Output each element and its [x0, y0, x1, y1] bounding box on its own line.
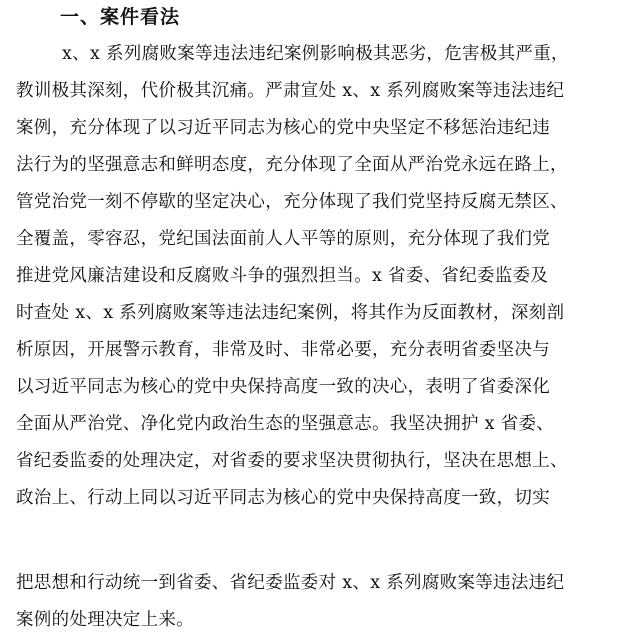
text-line: x、x 系列腐败案等违法违纪案例影响极其恶劣，危害极其严重， [62, 44, 569, 64]
text-line: 析原因，开展警示教育，非常及时、非常必要，充分表明省委坚决与 [16, 340, 550, 360]
text-line: 管党治党一刻不停歇的坚定决心，充分体现了我们党坚持反腐无禁区、 [16, 192, 568, 212]
text-line: 法行为的坚强意志和鲜明态度，充分体现了全面从严治党永远在路上， [16, 155, 568, 175]
text-line: 推进党风廉洁建设和反腐败斗争的强烈担当。x 省委、省纪委监委及 [16, 266, 549, 286]
text-line: 把思想和行动统一到省委、省纪委监委对 x、x 系列腐败案等违法违纪 [16, 573, 565, 593]
text-line: 全面从严治党、净化党内政治生态的坚强意志。我坚决拥护 x 省委、 [16, 414, 555, 434]
text-line: 教训极其深刻，代价极其沉痛。严肃宣处 x、x 系列腐败案等违法违纪 [16, 81, 565, 101]
section-heading: 一、案件看法 [60, 6, 181, 28]
text-line: 案例的处理决定上来。 [16, 610, 194, 630]
text-line: 全覆盖，零容忍，党纪国法面前人人平等的原则，充分体现了我们党 [16, 229, 550, 249]
text-line: 政治上、行动上同以习近平同志为核心的党中央保持高度一致，切实 [16, 488, 550, 508]
text-line: 省纪委监委的处理决定，对省委的要求坚决贯彻执行，坚决在思想上、 [16, 451, 568, 471]
text-line: 时查处 x、x 系列腐败案等违法违纪案例，将其作为反面教材，深刻剖 [16, 303, 565, 323]
text-line: 以习近平同志为核心的党中央保持高度一致的决心，表明了省委深化 [16, 377, 550, 397]
text-line: 案例，充分体现了以习近平同志为核心的党中央坚定不移惩治违纪违 [16, 118, 550, 138]
